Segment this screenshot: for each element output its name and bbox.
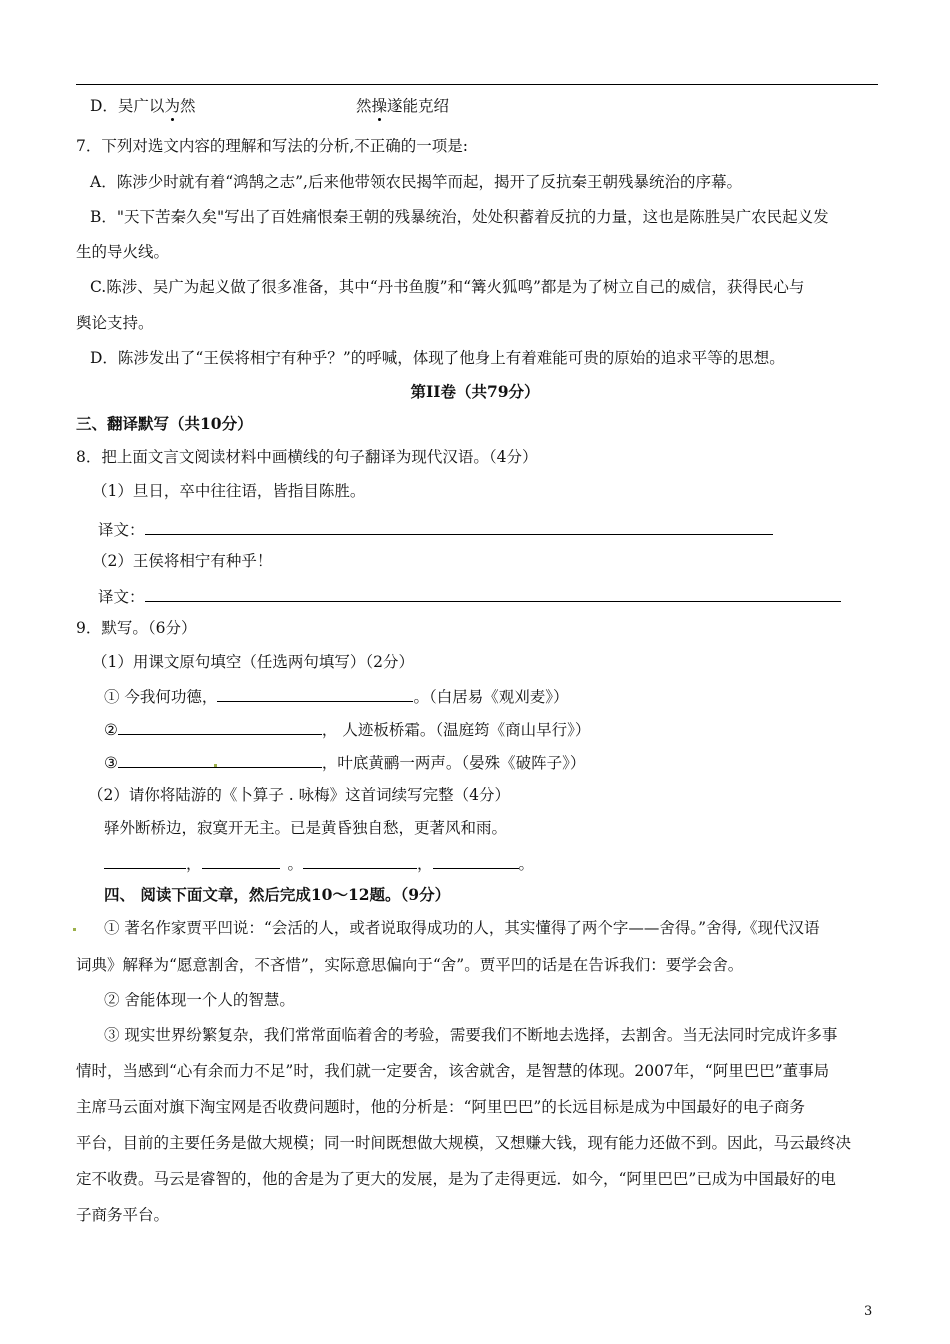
sep-1: ， <box>186 855 202 873</box>
q7-stem: 7．下列对选文内容的理解和写法的分析,不正确的一项是: <box>76 137 469 155</box>
q7-option-c-line1: C.陈涉、吴广为起义做了很多准备，其中“丹书鱼腹”和“篝火狐鸣”都是为了树立自己的威信，获得民心与 <box>90 278 805 296</box>
poem-text: 驿外断桥边，寂寞开无主。已是黄昏独自愁，更著风和雨。 <box>104 819 508 837</box>
q8-answer-1 <box>98 518 773 540</box>
q9-l2-suffix: ， 人迹板桥霜。（温庭筠《商山早行》） <box>321 721 591 739</box>
sep-2: 。 <box>287 855 304 873</box>
para3-line5: 定不收费。马云是睿智的，他的舍是为了更大的发展，是为了走得更远．如今，“阿里巴巴”已成为中国最好的电 <box>76 1170 836 1188</box>
q9-l3-suffix: ，叶底黄鹂一两声。（晏殊《破阵子》） <box>321 754 586 772</box>
fill-blank-1[interactable] <box>217 685 413 702</box>
q7-option-a: A．陈涉少时就有着“鸿鹄之志”,后来他带领农民揭竿而起，揭开了反抗秦王朝残暴统治的序幕。 <box>90 173 742 191</box>
fill-blank-3[interactable] <box>118 751 322 768</box>
poem-blank-1[interactable] <box>104 852 186 869</box>
part2-title: 第II卷（共79分） <box>410 382 540 401</box>
sep-3: ， <box>417 855 433 873</box>
q8-sentence-2: （2）王侯将相宁有种乎！ <box>92 552 273 570</box>
para1-line1: ① 著名作家贾平凹说：“会活的人，或者说取得成功的人，其实懂得了两个字——舍得。”舍得,《现代汉语 <box>104 919 820 937</box>
section4-title: 四、 阅读下面文章，然后完成10～12题。（9分） <box>104 885 451 904</box>
q9-l3-prefix: ③ <box>104 754 118 772</box>
q6-option-d-part2 <box>356 96 449 116</box>
q9-sub1: （1）用课文原句填空（任选两句填写）（2分） <box>92 653 414 671</box>
print-speck <box>73 928 76 931</box>
poem-blank-4[interactable] <box>433 852 519 869</box>
q6d-label: D．吴广以 <box>90 97 165 115</box>
poem-blank-2[interactable] <box>202 852 280 869</box>
q9-line-3 <box>104 751 585 773</box>
fill-blank-2[interactable] <box>118 718 322 735</box>
q7-option-d: D．陈涉发出了“王侯将相宁有种乎？”的呼喊，体现了他身上有着难能可贵的原始的追求平等的思想。 <box>90 349 785 367</box>
header-rule <box>76 84 878 85</box>
sep-4: 。 <box>518 855 535 873</box>
para3-line3: 主席马云面对旗下淘宝网是否收费问题时，他的分析是：“阿里巴巴”的长远目标是成为中国最好的电子商务 <box>76 1098 805 1116</box>
q6d-dotted-char-1: 为 <box>164 97 180 115</box>
translation-label: 译文： <box>98 521 145 539</box>
q8-answer-2 <box>98 585 841 607</box>
q9-l1-prefix: ① 今我何功德， <box>104 688 218 706</box>
print-speck <box>214 764 217 767</box>
q9-l1-suffix: 。（白居易《观刈麦》） <box>413 688 569 706</box>
q7-option-c-line2: 舆论支持。 <box>76 314 154 332</box>
q7-option-b-line2: 生的导火线。 <box>76 243 170 261</box>
translation-label: 译文： <box>98 588 145 606</box>
poem-fill-line <box>104 852 534 874</box>
q9-sub2: （2）请你将陆游的《卜算子 . 咏梅》这首词续写完整（4分） <box>88 786 511 804</box>
q6-option-d <box>90 96 195 116</box>
q6d-after-1: 然 <box>179 97 196 115</box>
translation-answer-line-2[interactable] <box>145 585 841 602</box>
q7-option-b-line1: B．"天下苦秦久矣"写出了百姓痛恨秦王朝的残暴统治，处处积蓄着反抗的力量，这也是陈胜吴广农民起义发 <box>90 208 829 226</box>
translation-answer-line-1[interactable] <box>145 518 773 535</box>
q6d-part2-b: 遂能克绍 <box>387 97 450 115</box>
q9-l2-prefix: ② <box>104 721 118 739</box>
q9-stem: 9．默写。（6分） <box>76 619 197 637</box>
poem-blank-3[interactable] <box>303 852 417 869</box>
q8-sentence-1: （1）旦日，卒中往往语，皆指目陈胜。 <box>92 482 366 500</box>
para3-line1: ③ 现实世界纷繁复杂，我们常常面临着舍的考验，需要我们不断地去选择，去割舍。当无法同时完成许多事 <box>104 1026 838 1044</box>
para1-line2: 词典》解释为“愿意割舍，不吝惜”，实际意思偏向于“舍”。贾平凹的话是在告诉我们：要学会舍。 <box>76 956 744 974</box>
q6d-part2-a: 然 <box>356 97 372 115</box>
para3-line4: 平台，目前的主要任务是做大规模；同一时间既想做大规模，又想赚大钱，现有能力还做不到。因此，马云最终决 <box>76 1134 852 1152</box>
q8-stem: 8．把上面文言文阅读材料中画横线的句子翻译为现代汉语。（4分） <box>76 448 538 466</box>
q9-line-1 <box>104 685 568 707</box>
q9-line-2 <box>104 718 590 740</box>
para3-line6: 子商务平台。 <box>76 1206 170 1224</box>
q6d-dotted-char-2: 操 <box>371 97 388 115</box>
page-number: 3 <box>864 1304 873 1319</box>
section3-title: 三、翻译默写（共10分） <box>76 414 253 433</box>
para3-line2: 情时，当感到“心有余而力不足”时，我们就一定要舍，该舍就舍，是智慧的体现。2007年，“阿里巴巴”董事局 <box>76 1062 830 1080</box>
para2: ② 舍能体现一个人的智慧。 <box>104 991 295 1009</box>
